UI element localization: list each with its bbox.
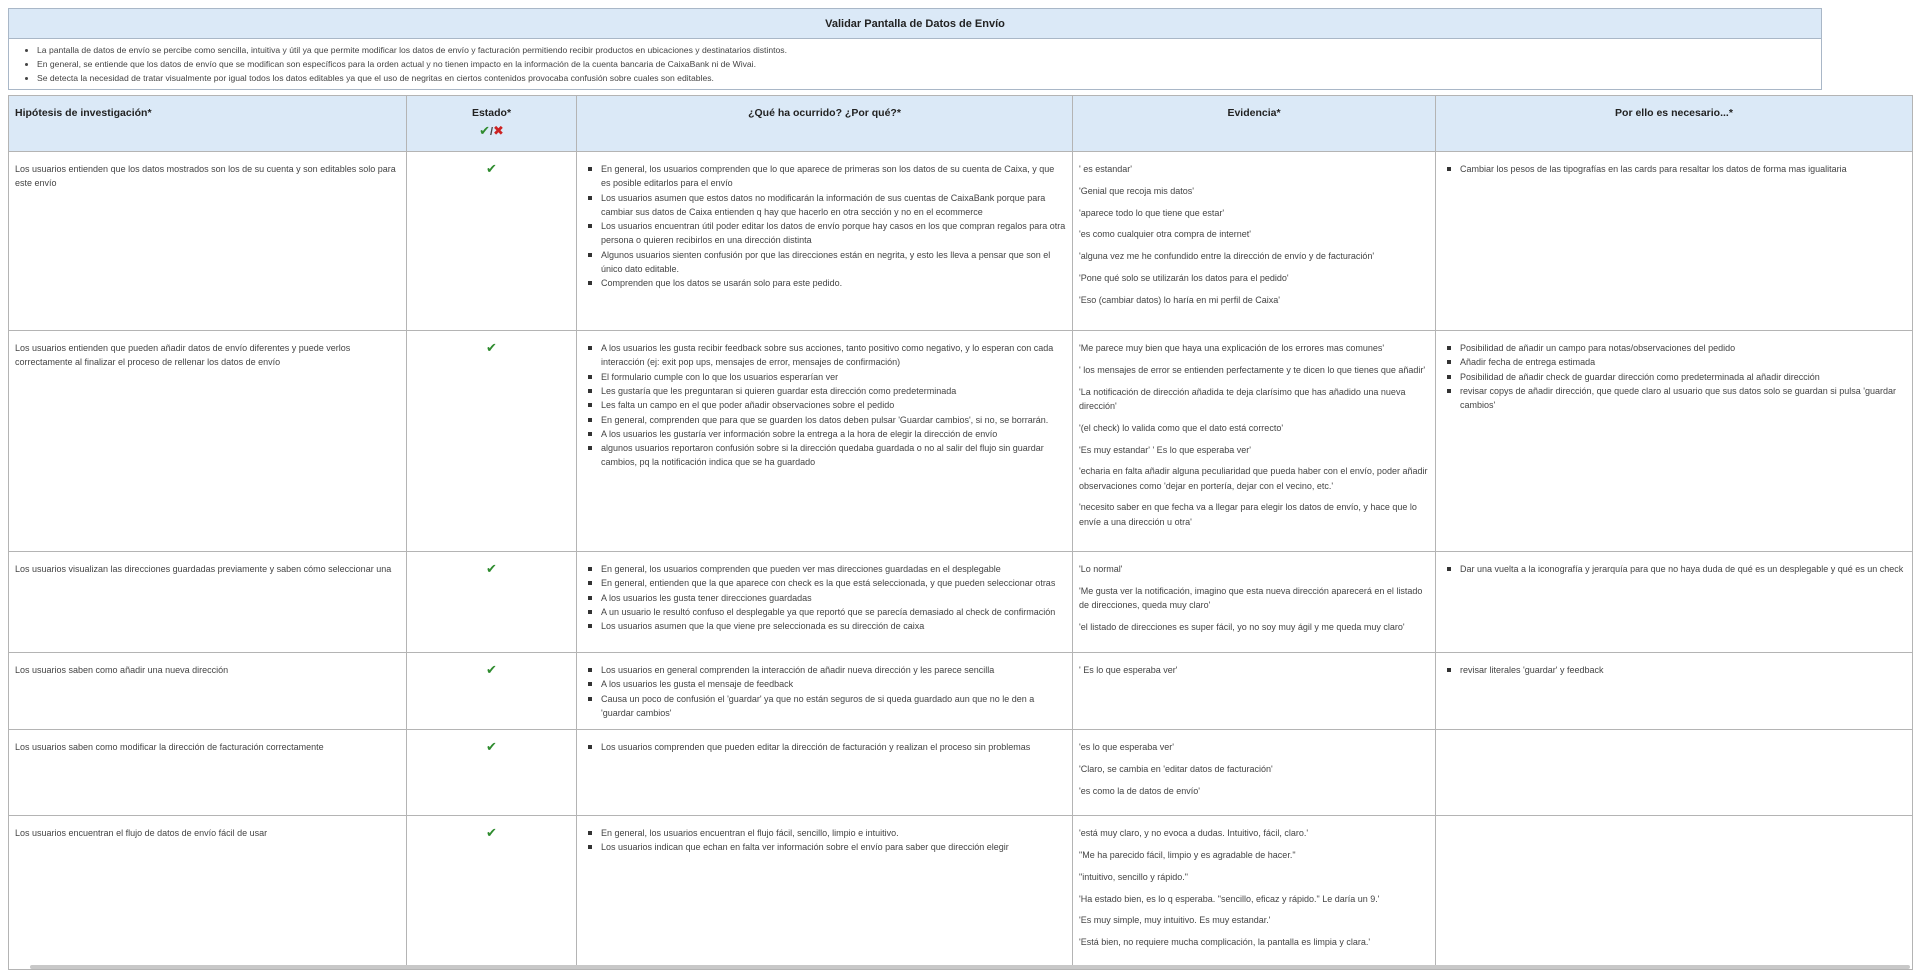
evidence-quote: 'Genial que recoja mis datos' (1079, 185, 1194, 196)
check-icon: ✔ (486, 825, 497, 841)
evidence-quote: 'es como la de datos de envío' (1079, 785, 1201, 796)
evidence-quote: 'La notificación de dirección añadida te deja clarísimo que has añadido una nueva dirección' (1079, 386, 1406, 411)
que-list (583, 162, 1066, 291)
list-item: En general, comprenden que para que se guarden los datos deben pulsar 'Guardar cambios', si no, se borrarán. (583, 413, 1066, 427)
list-item: Los usuarios encuentran útil poder editar los datos de envío porque hay casos en los que compran regalos para otra persona o quieren recibirlos en una dirección distinta (583, 219, 1066, 248)
necesario-list (1442, 562, 1906, 576)
que-list (583, 341, 1066, 470)
table-row (9, 816, 1913, 970)
list-item: Cambiar los pesos de las tipografías en las cards para resaltar los datos de forma mas igualitaria (1442, 162, 1906, 176)
list-item: A los usuarios les gusta el mensaje de feedback (583, 677, 1066, 691)
list-item: A los usuarios les gusta recibir feedback sobre sus acciones, tanto positivo como negativo, y lo esperan con cada interacción (ej: exit pop ups, mensajes de error, mensajes de confirmación) (583, 341, 1066, 370)
summary-bullet: • La pantalla de datos de envío se percibe como sencilla, intuitiva y útil ya que permite modificar los datos de envío y facturación permitiendo recibir productos en ubicaciones y destinatarios distintos. (37, 43, 1811, 57)
cell-estado (407, 730, 577, 816)
list-item: En general, los usuarios comprenden que pueden ver mas direcciones guardadas en el desplegable (583, 562, 1066, 576)
evidence-quote: 'Está bien, no requiere mucha complicación, la pantalla es limpia y clara.' (1079, 937, 1371, 948)
cell-evidencia (1073, 730, 1436, 816)
cell-necesario (1436, 730, 1913, 816)
list-item: A un usuario le resultó confuso el desplegable ya que reportó que se parecía demasiado al check de confirmación (583, 605, 1066, 619)
list-item: Los usuarios indican que echan en falta ver información sobre el envío para saber que dirección elegir (583, 840, 1066, 854)
check-icon: ✔ (486, 662, 497, 678)
cell-hipotesis: Los usuarios entienden que los datos mostrados son los de su cuenta y son editables solo para este envío (9, 152, 407, 331)
list-item: Dar una vuelta a la iconografía y jerarquía para que no haya duda de qué es un desplegable y qué es un check (1442, 562, 1906, 576)
necesario-list (1442, 663, 1906, 677)
slash-separator: / (489, 126, 494, 139)
evidence-quote: '(el check) lo valida como que el dato está correcto' (1079, 422, 1284, 433)
cell-estado (407, 816, 577, 970)
header-evidencia: Evidencia* (1073, 96, 1436, 152)
evidence-quote: 'Ha estado bien, es lo q esperaba. "sencillo, eficaz y rápido." Le daría un 9.' (1079, 893, 1380, 904)
header-estado (407, 96, 577, 152)
summary-box (8, 8, 1822, 90)
evidence-quote: 'el listado de direcciones es super fácil, yo no soy muy ágil y me queda muy claro' (1079, 622, 1405, 633)
cell-que (577, 653, 1073, 730)
check-icon: ✔ (486, 161, 497, 176)
que-list (583, 826, 1066, 855)
necesario-list (1442, 162, 1906, 176)
cell-evidencia (1073, 816, 1436, 970)
estado-legend (413, 124, 570, 139)
summary-bullet: • En general, se entiende que los datos de envío que se modifican son específicos para la orden actual y no tienen impacto en la información de la cuenta bancaria de CaixaBank ni de Wivai. (37, 57, 1811, 71)
list-item: En general, los usuarios encuentran el flujo fácil, sencillo, limpio e intuitivo. (583, 826, 1066, 840)
evidence-quote: ' Es lo que esperaba ver' (1079, 665, 1178, 676)
evidence-quote: 'alguna vez me he confundido entre la dirección de envío y de facturación' (1079, 251, 1375, 262)
check-icon: ✔ (486, 340, 497, 356)
list-item: Los usuarios asumen que estos datos no modificarán la información de sus cuentas de CaixaBank porque para cambiar sus datos de Caixa entienden q hay que hacerlo en otra sección y no en el ecommerce (583, 191, 1066, 220)
evidence-quote: 'Es muy simple, muy intuitivo. Es muy estandar.' (1079, 915, 1271, 926)
cell-estado (407, 653, 577, 730)
table-row (9, 552, 1913, 653)
evidence-quote: 'Es muy estandar' ' Es lo que esperaba ver' (1079, 444, 1251, 455)
cell-necesario (1436, 653, 1913, 730)
list-item: En general, los usuarios comprenden que lo que aparece de primeras son los datos de su cuenta de Caixa, y que es posible editarlos para el envío (583, 162, 1066, 191)
evidence-quote: 'Claro, se cambia en 'editar datos de facturación' (1079, 764, 1273, 775)
table-row (9, 730, 1913, 816)
cell-que (577, 552, 1073, 653)
cell-evidencia (1073, 331, 1436, 552)
list-item: Posibilidad de añadir check de guardar dirección como predeterminada al añadir dirección (1442, 370, 1906, 384)
summary-list (9, 39, 1821, 85)
cross-icon: ✖ (493, 123, 504, 139)
table-row (9, 653, 1913, 730)
cell-que (577, 331, 1073, 552)
cell-estado (407, 331, 577, 552)
evidence-quote: 'aparece todo lo que tiene que estar' (1079, 207, 1225, 218)
cell-necesario (1436, 331, 1913, 552)
list-item: revisar literales 'guardar' y feedback (1442, 663, 1906, 677)
list-item: Posibilidad de añadir un campo para notas/observaciones del pedido (1442, 341, 1906, 355)
research-table (8, 95, 1913, 970)
list-item: Los usuarios comprenden que pueden editar la dirección de facturación y realizan el proceso sin problemas (583, 740, 1066, 754)
cell-necesario (1436, 816, 1913, 970)
list-item: Les falta un campo en el que poder añadir observaciones sobre el pedido (583, 398, 1066, 412)
list-item: algunos usuarios reportaron confusión sobre si la dirección quedaba guardada o no al salir del flujo sin guardar cambios, pq la notificación indica que se ha guardado (583, 441, 1066, 470)
horizontal-scrollbar[interactable] (30, 965, 1910, 969)
table-row (9, 331, 1913, 552)
cell-hipotesis: Los usuarios visualizan las direcciones guardadas previamente y saben cómo seleccionar una (9, 552, 407, 653)
list-item: Comprenden que los datos se usarán solo para este pedido. (583, 276, 1066, 290)
evidence-quote: 'es como cualquier otra compra de internet' (1079, 229, 1252, 240)
summary-bullet: • Se detecta la necesidad de tratar visualmente por igual todos los datos editables ya que el uso de negritas en ciertos contenidos provocaba confusión sobre cuales son editables. (37, 71, 1811, 85)
cell-que (577, 152, 1073, 331)
list-item: A los usuarios les gusta tener direcciones guardadas (583, 591, 1066, 605)
evidence-quote: ' los mensajes de error se entienden perfectamente y te dicen lo que tienes que añadir' (1079, 364, 1426, 375)
cell-hipotesis: Los usuarios entienden que pueden añadir datos de envío diferentes y puede verlos correctamente al finalizar el proceso de rellenar los datos de envío (9, 331, 407, 552)
cell-necesario (1436, 152, 1913, 331)
cell-que (577, 816, 1073, 970)
header-necesario: Por ello es necesario...* (1436, 96, 1913, 152)
cell-que (577, 730, 1073, 816)
table-header-row (9, 96, 1913, 152)
evidence-quote: "intuitivo, sencillo y rápido." (1079, 871, 1188, 882)
list-item: El formulario cumple con lo que los usuarios esperarían ver (583, 370, 1066, 384)
cell-hipotesis: Los usuarios encuentran el flujo de datos de envío fácil de usar (9, 816, 407, 970)
check-icon: ✔ (479, 123, 490, 139)
list-item: Los usuarios asumen que la que viene pre seleccionada es su dirección de caixa (583, 619, 1066, 633)
evidence-quote: 'es lo que esperaba ver' (1079, 742, 1174, 753)
summary-title: Validar Pantalla de Datos de Envío (9, 9, 1821, 39)
evidence-quote: "Me ha parecido fácil, limpio y es agradable de hacer." (1079, 849, 1296, 860)
cell-evidencia (1073, 552, 1436, 653)
check-icon: ✔ (486, 739, 497, 755)
evidence-quote: 'echaria en falta añadir alguna peculiaridad que pueda haber con el envío, poder añadir observaciones como 'dejar en portería, dejar con el vecino, etc.' (1079, 466, 1428, 491)
evidence-quote: 'Me gusta ver la notificación, imagino que esta nueva dirección aparecerá en el listado de direcciones, queda muy claro' (1079, 585, 1423, 611)
list-item: En general, entienden que la que aparece con check es la que está seleccionada, y que pueden seleccionar otras (583, 576, 1066, 590)
cell-hipotesis: Los usuarios saben como modificar la dirección de facturación correctamente (9, 730, 407, 816)
header-estado-label: Estado* (471, 107, 512, 119)
cell-hipotesis: Los usuarios saben como añadir una nueva dirección (9, 653, 407, 730)
list-item: Les gustaría que les preguntaran si quieren guardar esta dirección como predeterminada (583, 384, 1066, 398)
evidence-quote: 'Eso (cambiar datos) lo haría en mi perfil de Caixa' (1079, 294, 1281, 305)
evidence-quote: 'Me parece muy bien que haya una explicación de los errores mas comunes' (1079, 343, 1385, 354)
evidence-quote: 'Lo normal' (1079, 564, 1123, 575)
header-hipotesis: Hipótesis de investigación* (9, 96, 407, 152)
que-list (583, 663, 1066, 720)
list-item: A los usuarios les gustaría ver información sobre la entrega a la hora de elegir la dirección de envío (583, 427, 1066, 441)
necesario-list (1442, 341, 1906, 412)
list-item: Añadir fecha de entrega estimada (1442, 355, 1906, 369)
list-item: revisar copys de añadir dirección, que quede claro al usuario que sus datos solo se guardan si pulsa 'guardar cambios' (1442, 384, 1906, 413)
que-list (583, 740, 1066, 754)
evidence-quote: 'Pone qué solo se utilizarán los datos para el pedido' (1079, 272, 1289, 283)
evidence-quote: 'está muy claro, y no evoca a dudas. Intuitivo, fácil, claro.' (1079, 828, 1309, 839)
cell-evidencia (1073, 152, 1436, 331)
list-item: Algunos usuarios sienten confusión por que las direcciones están en negrita, y esto les lleva a pensar que son el único dato editable. (583, 248, 1066, 277)
list-item: Los usuarios en general comprenden la interacción de añadir nueva dirección y les parece sencilla (583, 663, 1066, 677)
header-que: ¿Qué ha ocurrido? ¿Por qué?* (577, 96, 1073, 152)
cell-necesario (1436, 552, 1913, 653)
cell-estado (407, 152, 577, 331)
cell-evidencia (1073, 653, 1436, 730)
evidence-quote: ' es estandar' (1079, 164, 1132, 174)
evidence-quote: 'necesito saber en que fecha va a llegar para elegir los datos de envío, y hace que lo envíe a una dirección u otra' (1079, 502, 1417, 527)
table-row (9, 152, 1913, 331)
cell-estado (407, 552, 577, 653)
list-item: Causa un poco de confusión el 'guardar' ya que no están seguros de si queda guardado aun que no le den a 'guardar cambios' (583, 692, 1066, 721)
check-icon: ✔ (486, 561, 497, 577)
que-list (583, 562, 1066, 633)
